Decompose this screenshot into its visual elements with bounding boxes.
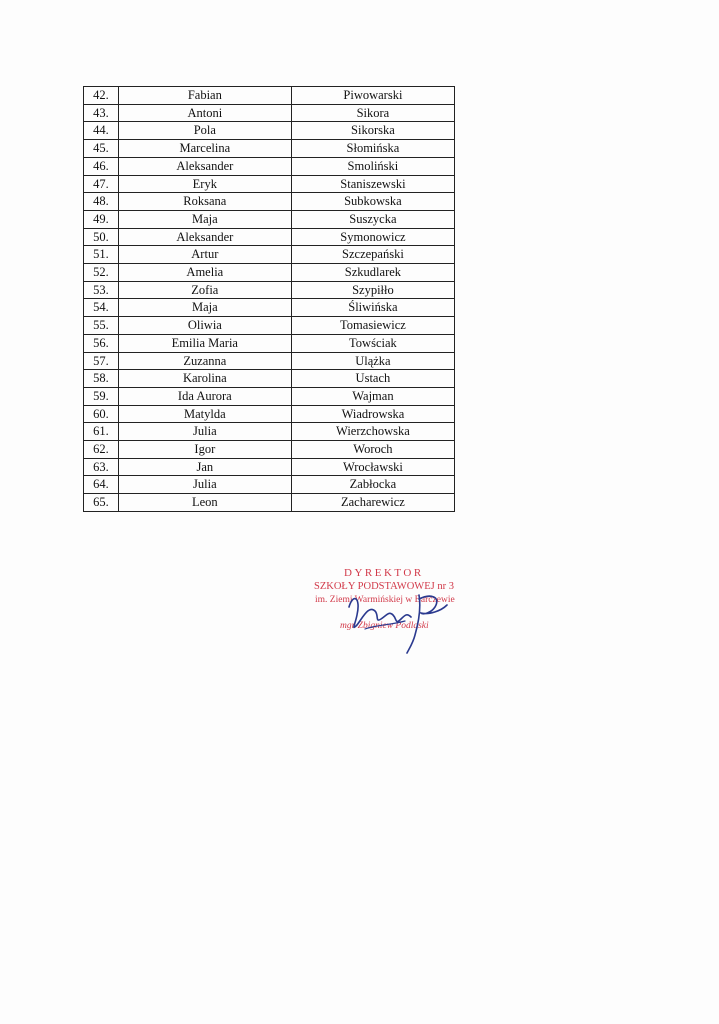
last-name-cell: Słomińska [291, 140, 454, 158]
student-list-table [83, 86, 455, 512]
first-name-cell: Maja [118, 299, 291, 317]
last-name-cell: Wrocławski [291, 458, 454, 476]
first-name-cell: Artur [118, 246, 291, 264]
first-name-cell: Julia [118, 476, 291, 494]
last-name-cell: Towściak [291, 334, 454, 352]
first-name-cell: Fabian [118, 87, 291, 105]
first-name-cell: Emilia Maria [118, 334, 291, 352]
first-name-cell: Maja [118, 210, 291, 228]
row-number-cell: 51. [84, 246, 119, 264]
last-name-cell: Woroch [291, 441, 454, 459]
last-name-cell: Śliwińska [291, 299, 454, 317]
first-name-cell: Aleksander [118, 157, 291, 175]
table-row [84, 104, 455, 122]
table-row [84, 370, 455, 388]
row-number-cell: 53. [84, 281, 119, 299]
row-number-cell: 62. [84, 441, 119, 459]
last-name-cell: Tomasiewicz [291, 317, 454, 335]
last-name-cell: Szypiłło [291, 281, 454, 299]
first-name-cell: Karolina [118, 370, 291, 388]
row-number-cell: 54. [84, 299, 119, 317]
table-row [84, 334, 455, 352]
row-number-cell: 49. [84, 210, 119, 228]
row-number-cell: 55. [84, 317, 119, 335]
table-row [84, 317, 455, 335]
first-name-cell: Oliwia [118, 317, 291, 335]
last-name-cell: Sikorska [291, 122, 454, 140]
table-row [84, 246, 455, 264]
row-number-cell: 61. [84, 423, 119, 441]
last-name-cell: Wajman [291, 387, 454, 405]
table-row [84, 281, 455, 299]
first-name-cell: Zofia [118, 281, 291, 299]
stamp-school-patron: im. Ziemi Warmińskiej w Barczewie [315, 595, 455, 605]
last-name-cell: Wiadrowska [291, 405, 454, 423]
first-name-cell: Leon [118, 494, 291, 512]
row-number-cell: 47. [84, 175, 119, 193]
last-name-cell: Sikora [291, 104, 454, 122]
signature-stroke-1 [349, 599, 411, 628]
table-row [84, 122, 455, 140]
last-name-cell: Suszycka [291, 210, 454, 228]
table-row [84, 405, 455, 423]
table-row [84, 441, 455, 459]
last-name-cell: Szkudlarek [291, 264, 454, 282]
first-name-cell: Julia [118, 423, 291, 441]
last-name-cell: Subkowska [291, 193, 454, 211]
table-row [84, 140, 455, 158]
signature-stroke-3 [365, 621, 405, 629]
row-number-cell: 48. [84, 193, 119, 211]
first-name-cell: Marcelina [118, 140, 291, 158]
row-number-cell: 43. [84, 104, 119, 122]
row-number-cell: 50. [84, 228, 119, 246]
row-number-cell: 64. [84, 476, 119, 494]
stamp-school-name: SZKOŁY PODSTAWOWEJ nr 3 [314, 581, 454, 592]
row-number-cell: 59. [84, 387, 119, 405]
table-row [84, 458, 455, 476]
first-name-cell: Jan [118, 458, 291, 476]
first-name-cell: Antoni [118, 104, 291, 122]
last-name-cell: Ustach [291, 370, 454, 388]
last-name-cell: Ulążka [291, 352, 454, 370]
first-name-cell: Zuzanna [118, 352, 291, 370]
first-name-cell: Roksana [118, 193, 291, 211]
last-name-cell: Wierzchowska [291, 423, 454, 441]
table-row [84, 87, 455, 105]
table-row [84, 352, 455, 370]
table-row [84, 387, 455, 405]
first-name-cell: Eryk [118, 175, 291, 193]
student-list-body [84, 87, 455, 512]
table-row [84, 210, 455, 228]
row-number-cell: 63. [84, 458, 119, 476]
table-row [84, 423, 455, 441]
first-name-cell: Matylda [118, 405, 291, 423]
row-number-cell: 44. [84, 122, 119, 140]
table-row [84, 157, 455, 175]
table-row [84, 193, 455, 211]
table-row [84, 494, 455, 512]
last-name-cell: Smoliński [291, 157, 454, 175]
table-row [84, 299, 455, 317]
handwritten-signature [335, 585, 465, 655]
row-number-cell: 65. [84, 494, 119, 512]
table-row [84, 476, 455, 494]
table-row [84, 228, 455, 246]
row-number-cell: 52. [84, 264, 119, 282]
row-number-cell: 46. [84, 157, 119, 175]
last-name-cell: Szczepański [291, 246, 454, 264]
stamp-title: DYREKTOR [344, 567, 424, 579]
last-name-cell: Symonowicz [291, 228, 454, 246]
last-name-cell: Staniszewski [291, 175, 454, 193]
first-name-cell: Aleksander [118, 228, 291, 246]
stamp-director-name: mgr Zbigniew Podlaski [340, 621, 429, 631]
row-number-cell: 42. [84, 87, 119, 105]
row-number-cell: 58. [84, 370, 119, 388]
last-name-cell: Zacharewicz [291, 494, 454, 512]
signature-stroke-2 [407, 595, 447, 653]
table-row [84, 264, 455, 282]
first-name-cell: Ida Aurora [118, 387, 291, 405]
last-name-cell: Piwowarski [291, 87, 454, 105]
row-number-cell: 57. [84, 352, 119, 370]
last-name-cell: Zabłocka [291, 476, 454, 494]
row-number-cell: 45. [84, 140, 119, 158]
row-number-cell: 60. [84, 405, 119, 423]
first-name-cell: Amelia [118, 264, 291, 282]
first-name-cell: Pola [118, 122, 291, 140]
first-name-cell: Igor [118, 441, 291, 459]
row-number-cell: 56. [84, 334, 119, 352]
table-row [84, 175, 455, 193]
